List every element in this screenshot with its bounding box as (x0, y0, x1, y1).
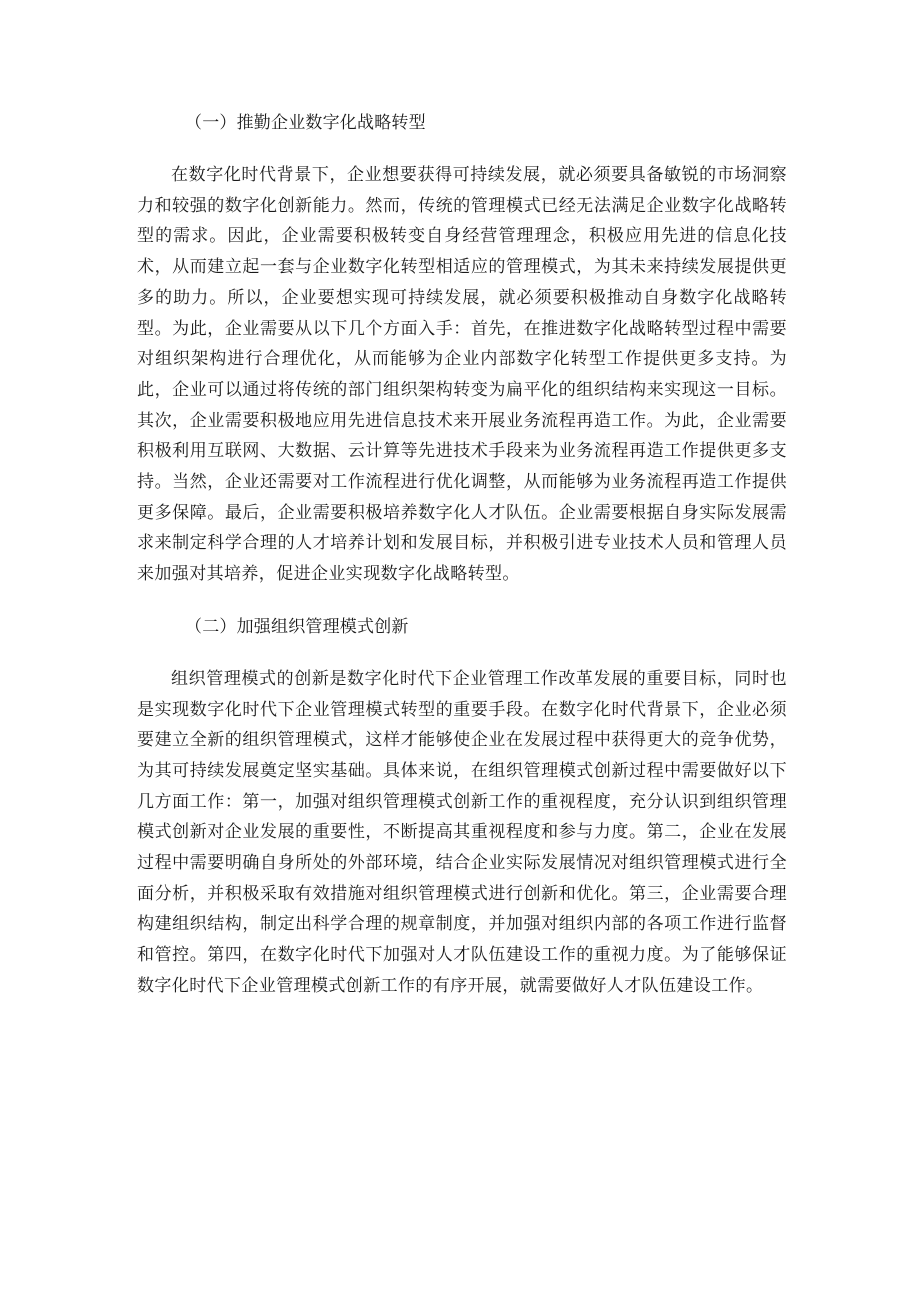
section-paragraph-1: 在数字化时代背景下，企业想要获得可持续发展，就必须要具备敏锐的市场洞察力和较强的数字化创新能力。然而，传统的管理模式已经无法满足企业数字化战略转型的需求。因此，企业需要积极转变自身经营管理理念，积极应用先进的信息化技术，从而建立起一套与企业数字化转型相适应的管理模式，为其未来持续发展提供更多的助力。所以，企业要想实现可持续发展，就必须要积极推动自身数字化战略转型。为此，企业需要从以下几个方面入手：首先，在推进数字化战略转型过程中需要对组织架构进行合理优化，从而能够为企业内部数字化转型工作提供更多支持。为此，企业可以通过将传统的部门组织架构转变为扁平化的组织结构来实现这一目标。其次，企业需要积极地应用先进信息技术来开展业务流程再造工作。为此，企业需要积极利用互联网、大数据、云计算等先进技术手段来为业务流程再造工作提供更多支持。当然，企业还需要对工作流程进行优化调整，从而能够为业务流程再造工作提供更多保障。最后，企业需要积极培养数字化人才队伍。企业需要根据自身实际发展需求来制定科学合理的人才培养计划和发展目标，并积极引进专业技术人员和管理人员来加强对其培养，促进企业实现数字化战略转型。 (137, 165, 787, 585)
section-heading-1: （一）推勤企业数字化战略转型 (185, 113, 426, 133)
section-heading-2: （二）加强组织管理模式创新 (185, 616, 409, 637)
section-paragraph-2: 组织管理模式的创新是数字化时代下企业管理工作改革发展的重要目标，同时也是实现数字化时代下企业管理模式转型的重要手段。在数字化时代背景下，企业必须要建立全新的组织管理模式，这样才能够使企业在发展过程中获得更大的竞争优势，为其可持续发展奠定坚实基础。具体来说，在组织管理模式创新过程中需要做好以下几方面工作：第一，加强对组织管理模式创新工作的重视程度，充分认识到组织管理模式创新对企业发展的重要性，不断提高其重视程度和参与力度。第二，企业在发展过程中需要明确自身所处的外部环境，结合企业实际发展情况对组织管理模式进行全面分析，并积极采取有效措施对组织管理模式进行创新和优化。第三，企业需要合理构建组织结构，制定出科学合理的规章制度，并加强对组织内部的各项工作进行监督和管控。第四，在数字化时代下加强对人才队伍建设工作的重视力度。为了能够保证数字化时代下企业管理模式创新工作的有序开展，就需要做好人才队伍建设工作。 (137, 668, 787, 996)
document-body (137, 112, 787, 1028)
